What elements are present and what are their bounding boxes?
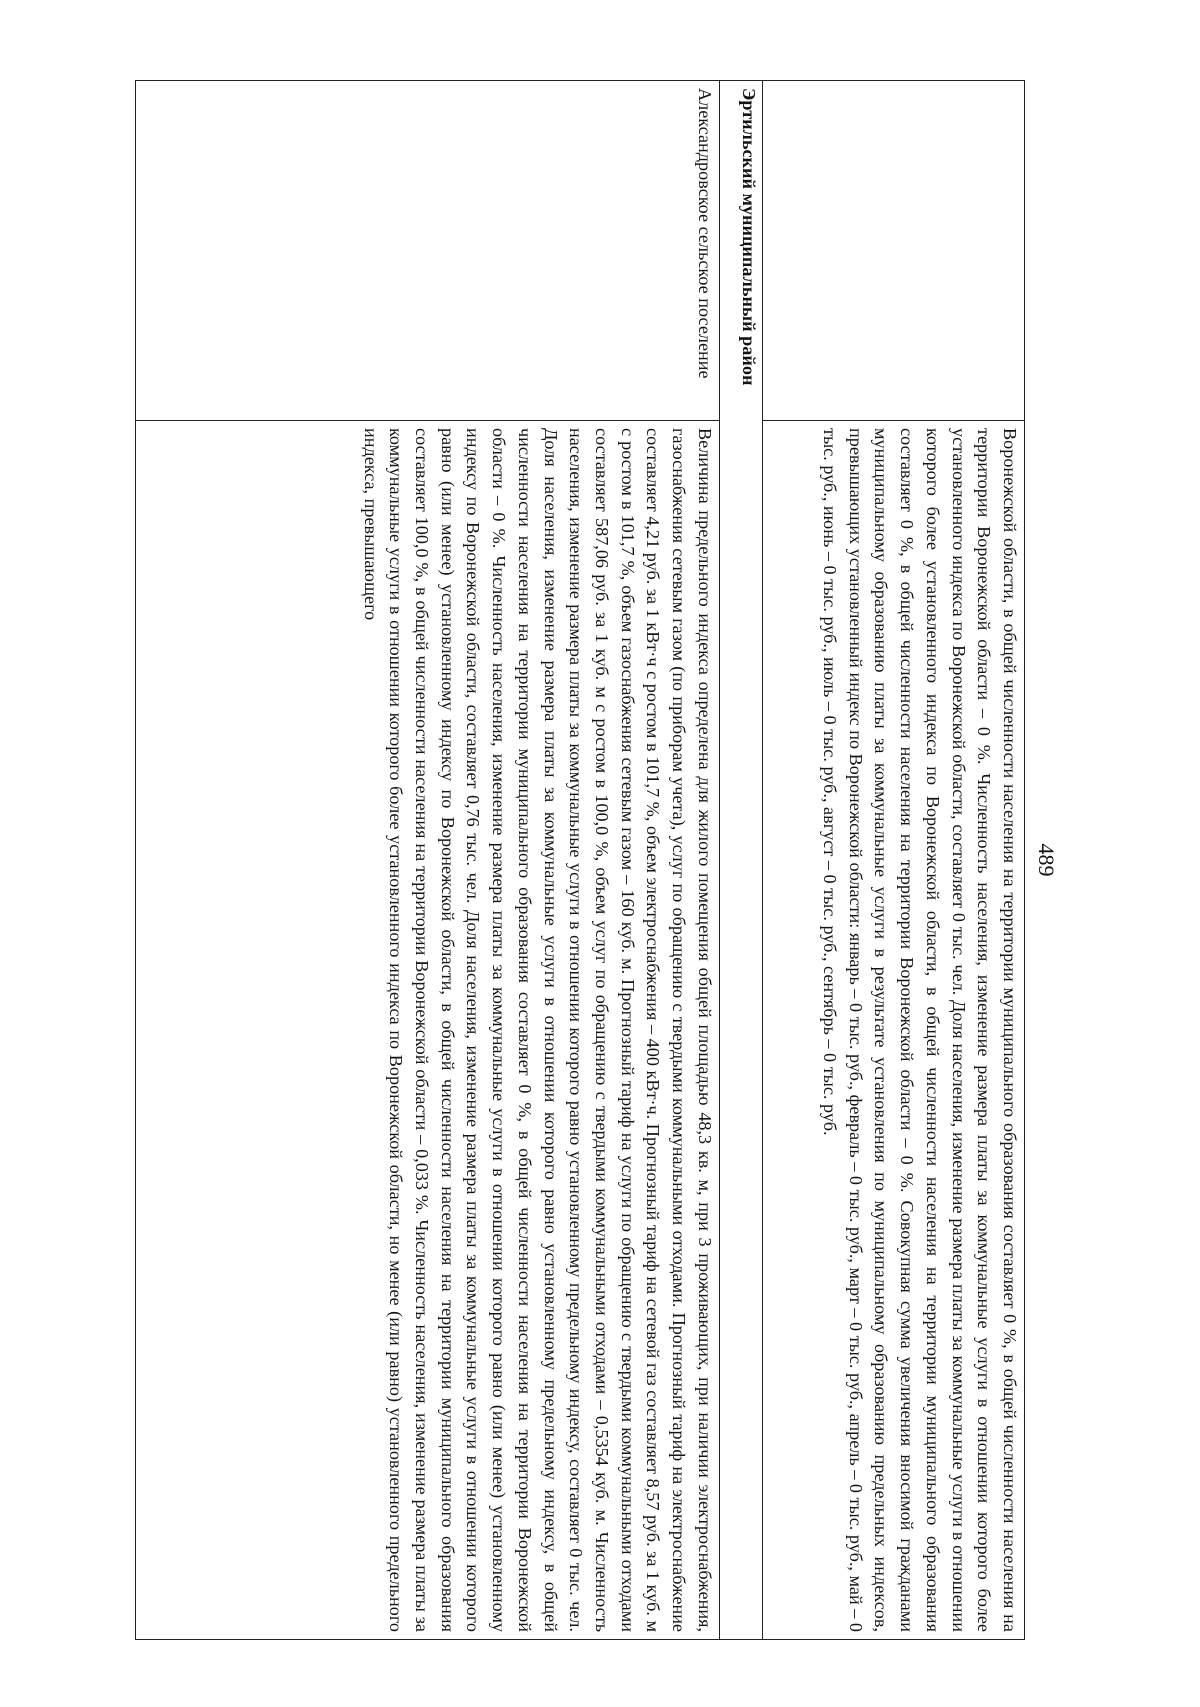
continuation-text: Воронежской области, в общей численности населения на территории муниципального образования составляет 0 %, в общей численности населения на территории Воронежской области – 0 %. Численность населения, изменение размера платы за коммунальные услуги в отношении которого более установленного индекса по Воронежской области, составляет 0 тыс. чел. Доля населения, изменение размера платы за коммунальные услуги в отношении которого более установленного индекса по Воронежской области, в общей численности населения на территории муниципального образования составляет 0 %, в общей численности населения на территории Воронежской области – 0 %. Совокупная сумма увеличения вносимой гражданами муниципальному образованию платы за коммунальные услуги в результате установления по муниципальному образованию предельных индексов, превышающих установленный индекс по Воронежской области: январь – 0 тыс. руб., февраль – 0 тыс. руб., март – 0 тыс. руб., апрель – 0 тыс. руб., май – 0 тыс. руб., июнь – 0 тыс. руб., июль – 0 тыс. руб., август – 0 тыс. руб., сентябрь – 0 тыс. руб.: [763, 421, 1025, 1640]
table-row: [763, 81, 1025, 1640]
rotated-page: [95, 60, 1145, 1660]
settlement-text: Величина предельного индекса определена для жилого помещения общей площадью 48,3 кв. м, при 3 проживающих, при наличии электроснабжения, газоснабжения сетевым газом (по приборам учета), услуг по обращению с твердыми коммунальными отходами. Прогнозный тариф на электроснабжение составляет 4,21 руб. за 1 кВт·ч с ростом в 101,7 %, объем электроснабжения – 400 кВт·ч. Прогнозный тариф на сетевой газ составляет 8,57 руб. за 1 куб. м с ростом в 101,7 %, объем газоснабжения сетевым газом – 160 куб. м. Прогнозный тариф на услуги по обращению с твердыми коммунальными отходами составляет 587,06 руб. за 1 куб. м с ростом в 100,0 %, объем услуг по обращению с твердыми коммунальными отходами – 0,5354 куб. м. Численность населения, изменение размера платы за коммунальные услуги в отношении которого равно установленному предельному индексу, составляет 0 тыс. чел. Доля населения, изменение размера платы за коммунальные услуги в отношении которого равно установленному предельному индексу, в общей численности населения на территории муниципального образования составляет 0 %, в общей численности населения на территории Воронежской области – 0 %. Численность населения, изменение размера платы за коммунальные услуги в отношении которого равно (или менее) установленному индексу по Воронежской области, составляет 0,76 тыс. чел. Доля населения, изменение размера платы за коммунальные услуги в отношении которого равно (или менее) установленному индексу по Воронежской области, в общей численности населения на территории муниципального образования составляет 100,0 %, в общей численности населения на территории Воронежской области – 0,033 %. Численность населения, изменение размера платы за коммунальные услуги в отношении которого более установленного индекса по Воронежской области, но менее (или равно) установленного предельного индекса, превышающего: [136, 421, 720, 1640]
settlement-name: Александровское сельское поселение: [136, 81, 720, 421]
tariff-table: [135, 80, 1025, 1640]
empty-name-cell: [763, 81, 1025, 421]
table-row: [719, 81, 762, 1640]
district-header: Эртильский муниципальный район: [719, 81, 762, 1640]
table-row: [136, 81, 720, 1640]
page-number: 489: [1034, 843, 1059, 877]
